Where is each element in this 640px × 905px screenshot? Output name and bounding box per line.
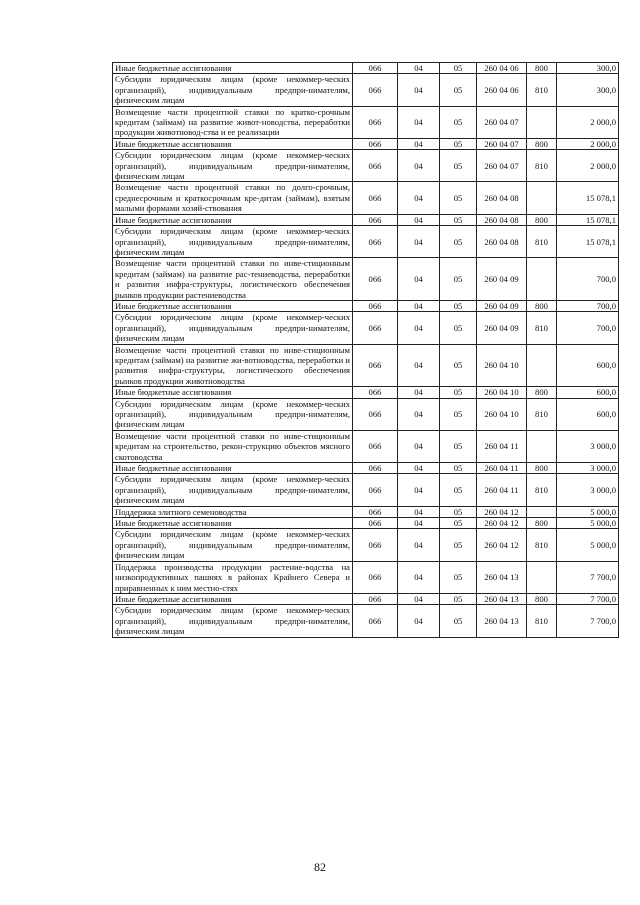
section-code-cell: 04 — [398, 529, 440, 561]
subsection-code-cell: 05 — [440, 506, 477, 517]
subsection-code-cell: 05 — [440, 529, 477, 561]
subsection-code-cell: 05 — [440, 138, 477, 149]
amount-cell: 2 000,0 — [557, 138, 619, 149]
table-row — [113, 344, 619, 387]
amount-cell: 700,0 — [557, 300, 619, 311]
department-code-cell: 066 — [353, 258, 398, 301]
table-row — [113, 561, 619, 593]
section-code-cell: 04 — [398, 150, 440, 182]
expense-type-cell: 810 — [527, 226, 557, 258]
table-row — [113, 258, 619, 301]
table-row — [113, 518, 619, 529]
expense-name-cell: Иные бюджетные ассигнования — [113, 63, 353, 74]
amount-cell: 2 000,0 — [557, 150, 619, 182]
subsection-code-cell: 05 — [440, 150, 477, 182]
expense-type-cell — [527, 430, 557, 462]
expense-name-cell: Иные бюджетные ассигнования — [113, 518, 353, 529]
amount-cell: 7 700,0 — [557, 561, 619, 593]
subsection-code-cell: 05 — [440, 463, 477, 474]
subsection-code-cell: 05 — [440, 398, 477, 430]
table-row — [113, 300, 619, 311]
table-row — [113, 214, 619, 225]
department-code-cell: 066 — [353, 430, 398, 462]
expense-type-cell: 810 — [527, 605, 557, 637]
target-article-cell: 260 04 11 — [477, 474, 527, 506]
subsection-code-cell: 05 — [440, 474, 477, 506]
department-code-cell: 066 — [353, 506, 398, 517]
amount-cell: 2 000,0 — [557, 106, 619, 138]
table-row — [113, 430, 619, 462]
section-code-cell: 04 — [398, 387, 440, 398]
amount-cell: 3 000,0 — [557, 430, 619, 462]
subsection-code-cell: 05 — [440, 226, 477, 258]
subsection-code-cell: 05 — [440, 430, 477, 462]
section-code-cell: 04 — [398, 63, 440, 74]
expense-type-cell: 800 — [527, 463, 557, 474]
department-code-cell: 066 — [353, 463, 398, 474]
subsection-code-cell: 05 — [440, 605, 477, 637]
subsection-code-cell: 05 — [440, 561, 477, 593]
expense-name-cell: Субсидии юридическим лицам (кроме некоммер-ческих организаций), индивидуальным предпри-нимателям, физическим лицам — [113, 74, 353, 106]
expense-name-cell: Иные бюджетные ассигнования — [113, 214, 353, 225]
page-number: 82 — [314, 860, 326, 874]
expense-type-cell — [527, 561, 557, 593]
expense-name-cell: Субсидии юридическим лицам (кроме некоммер-ческих организаций), индивидуальным предпри-нимателям, физическим лицам — [113, 398, 353, 430]
section-code-cell: 04 — [398, 561, 440, 593]
target-article-cell: 260 04 09 — [477, 312, 527, 344]
budget-table — [112, 62, 619, 638]
section-code-cell: 04 — [398, 474, 440, 506]
table-row — [113, 506, 619, 517]
expense-type-cell: 800 — [527, 593, 557, 604]
department-code-cell: 066 — [353, 312, 398, 344]
expense-name-cell: Субсидии юридическим лицам (кроме некоммер-ческих организаций), индивидуальным предпри-нимателям, физическим лицам — [113, 312, 353, 344]
expense-name-cell: Поддержка производства продукции растение-водства на низкопродуктивных пашнях в районах Крайнего Севера и приравненных к ним местно-стях — [113, 561, 353, 593]
expense-name-cell: Иные бюджетные ассигнования — [113, 387, 353, 398]
amount-cell: 5 000,0 — [557, 506, 619, 517]
subsection-code-cell: 05 — [440, 258, 477, 301]
expense-type-cell — [527, 106, 557, 138]
expense-type-cell: 810 — [527, 474, 557, 506]
department-code-cell: 066 — [353, 474, 398, 506]
expense-name-cell: Иные бюджетные ассигнования — [113, 138, 353, 149]
subsection-code-cell: 05 — [440, 312, 477, 344]
expense-name-cell: Поддержка элитного семеноводства — [113, 506, 353, 517]
expense-name-cell: Возмещение части процентной ставки по долго-срочным, среднесрочным и краткосрочным кре-дитам (займам), взятым малыми формами хозяй-ствования — [113, 182, 353, 214]
section-code-cell: 04 — [398, 430, 440, 462]
expense-name-cell: Возмещение части процентной ставки по кратко-срочным кредитам (займам) на развитие живот-новодства, переработки продукции животновод-ства и ее реализации — [113, 106, 353, 138]
amount-cell: 3 000,0 — [557, 474, 619, 506]
amount-cell: 5 000,0 — [557, 529, 619, 561]
department-code-cell: 066 — [353, 63, 398, 74]
table-row — [113, 387, 619, 398]
department-code-cell: 066 — [353, 106, 398, 138]
target-article-cell: 260 04 11 — [477, 430, 527, 462]
amount-cell: 15 078,1 — [557, 182, 619, 214]
target-article-cell: 260 04 09 — [477, 258, 527, 301]
expense-type-cell: 800 — [527, 63, 557, 74]
expense-name-cell: Иные бюджетные ассигнования — [113, 300, 353, 311]
target-article-cell: 260 04 12 — [477, 529, 527, 561]
expense-type-cell: 810 — [527, 150, 557, 182]
amount-cell: 5 000,0 — [557, 518, 619, 529]
department-code-cell: 066 — [353, 529, 398, 561]
section-code-cell: 04 — [398, 138, 440, 149]
section-code-cell: 04 — [398, 214, 440, 225]
expense-name-cell: Субсидии юридическим лицам (кроме некоммер-ческих организаций), индивидуальным предпри-нимателям, физическим лицам — [113, 529, 353, 561]
subsection-code-cell: 05 — [440, 74, 477, 106]
target-article-cell: 260 04 07 — [477, 138, 527, 149]
department-code-cell: 066 — [353, 561, 398, 593]
expense-type-cell: 800 — [527, 214, 557, 225]
department-code-cell: 066 — [353, 518, 398, 529]
section-code-cell: 04 — [398, 506, 440, 517]
department-code-cell: 066 — [353, 150, 398, 182]
subsection-code-cell: 05 — [440, 593, 477, 604]
expense-name-cell: Субсидии юридическим лицам (кроме некоммер-ческих организаций), индивидуальным предпри-нимателям, физическим лицам — [113, 605, 353, 637]
expense-type-cell — [527, 182, 557, 214]
target-article-cell: 260 04 13 — [477, 605, 527, 637]
department-code-cell: 066 — [353, 74, 398, 106]
subsection-code-cell: 05 — [440, 106, 477, 138]
table-body — [113, 63, 619, 638]
department-code-cell: 066 — [353, 214, 398, 225]
table-row — [113, 312, 619, 344]
amount-cell: 700,0 — [557, 258, 619, 301]
table-row — [113, 226, 619, 258]
expense-name-cell: Возмещение части процентной ставки по инве-стиционным кредитам (займам) на развитие рас-тениеводства, переработки и развития инфра-структуры, логистического обеспечения рынков продукции растениеводства — [113, 258, 353, 301]
target-article-cell: 260 04 10 — [477, 398, 527, 430]
amount-cell: 600,0 — [557, 398, 619, 430]
table-row — [113, 138, 619, 149]
department-code-cell: 066 — [353, 387, 398, 398]
expense-name-cell: Возмещение части процентной ставки по инве-стиционным кредитам на строительство, рекон-струкцию объектов мясного скотоводства — [113, 430, 353, 462]
subsection-code-cell: 05 — [440, 214, 477, 225]
table-row — [113, 106, 619, 138]
target-article-cell: 260 04 10 — [477, 387, 527, 398]
section-code-cell: 04 — [398, 463, 440, 474]
expense-type-cell — [527, 506, 557, 517]
section-code-cell: 04 — [398, 518, 440, 529]
expense-name-cell: Субсидии юридическим лицам (кроме некоммер-ческих организаций), индивидуальным предпри-нимателям, физическим лицам — [113, 226, 353, 258]
table-row — [113, 529, 619, 561]
section-code-cell: 04 — [398, 258, 440, 301]
table-row — [113, 63, 619, 74]
expense-name-cell: Возмещение части процентной ставки по инве-стиционным кредитам (займам) на развитие жи-вотноводства, переработки и развития инфра-структуры, логистического обеспечения рынков продукции животноводства — [113, 344, 353, 387]
expense-type-cell: 800 — [527, 387, 557, 398]
subsection-code-cell: 05 — [440, 344, 477, 387]
amount-cell: 300,0 — [557, 63, 619, 74]
expense-type-cell: 800 — [527, 138, 557, 149]
target-article-cell: 260 04 07 — [477, 150, 527, 182]
department-code-cell: 066 — [353, 182, 398, 214]
department-code-cell: 066 — [353, 300, 398, 311]
expense-name-cell: Иные бюджетные ассигнования — [113, 463, 353, 474]
amount-cell: 15 078,1 — [557, 214, 619, 225]
expense-type-cell: 810 — [527, 529, 557, 561]
target-article-cell: 260 04 08 — [477, 214, 527, 225]
expense-name-cell: Иные бюджетные ассигнования — [113, 593, 353, 604]
subsection-code-cell: 05 — [440, 518, 477, 529]
department-code-cell: 066 — [353, 593, 398, 604]
target-article-cell: 260 04 08 — [477, 226, 527, 258]
table-row — [113, 150, 619, 182]
section-code-cell: 04 — [398, 312, 440, 344]
subsection-code-cell: 05 — [440, 182, 477, 214]
amount-cell: 7 700,0 — [557, 605, 619, 637]
amount-cell: 600,0 — [557, 344, 619, 387]
section-code-cell: 04 — [398, 300, 440, 311]
department-code-cell: 066 — [353, 398, 398, 430]
table-row — [113, 463, 619, 474]
section-code-cell: 04 — [398, 605, 440, 637]
target-article-cell: 260 04 13 — [477, 561, 527, 593]
section-code-cell: 04 — [398, 593, 440, 604]
target-article-cell: 260 04 11 — [477, 463, 527, 474]
expense-name-cell: Субсидии юридическим лицам (кроме некоммер-ческих организаций), индивидуальным предпри-нимателям, физическим лицам — [113, 474, 353, 506]
expense-type-cell: 800 — [527, 300, 557, 311]
expense-type-cell: 810 — [527, 398, 557, 430]
amount-cell: 300,0 — [557, 74, 619, 106]
table-row — [113, 398, 619, 430]
expense-type-cell: 810 — [527, 312, 557, 344]
expense-name-cell: Субсидии юридическим лицам (кроме некоммер-ческих организаций), индивидуальным предпри-нимателям, физическим лицам — [113, 150, 353, 182]
amount-cell: 700,0 — [557, 312, 619, 344]
target-article-cell: 260 04 06 — [477, 74, 527, 106]
target-article-cell: 260 04 13 — [477, 593, 527, 604]
section-code-cell: 04 — [398, 398, 440, 430]
department-code-cell: 066 — [353, 226, 398, 258]
expense-type-cell — [527, 344, 557, 387]
expense-type-cell: 800 — [527, 518, 557, 529]
department-code-cell: 066 — [353, 344, 398, 387]
department-code-cell: 066 — [353, 605, 398, 637]
department-code-cell: 066 — [353, 138, 398, 149]
expense-type-cell — [527, 258, 557, 301]
expense-type-cell: 810 — [527, 74, 557, 106]
table-row — [113, 182, 619, 214]
target-article-cell: 260 04 07 — [477, 106, 527, 138]
section-code-cell: 04 — [398, 106, 440, 138]
amount-cell: 15 078,1 — [557, 226, 619, 258]
target-article-cell: 260 04 12 — [477, 506, 527, 517]
amount-cell: 600,0 — [557, 387, 619, 398]
table-row — [113, 605, 619, 637]
target-article-cell: 260 04 10 — [477, 344, 527, 387]
target-article-cell: 260 04 09 — [477, 300, 527, 311]
section-code-cell: 04 — [398, 344, 440, 387]
target-article-cell: 260 04 12 — [477, 518, 527, 529]
target-article-cell: 260 04 06 — [477, 63, 527, 74]
section-code-cell: 04 — [398, 182, 440, 214]
table-row — [113, 74, 619, 106]
subsection-code-cell: 05 — [440, 300, 477, 311]
target-article-cell: 260 04 08 — [477, 182, 527, 214]
table-row — [113, 474, 619, 506]
section-code-cell: 04 — [398, 74, 440, 106]
section-code-cell: 04 — [398, 226, 440, 258]
table-row — [113, 593, 619, 604]
amount-cell: 7 700,0 — [557, 593, 619, 604]
amount-cell: 3 000,0 — [557, 463, 619, 474]
subsection-code-cell: 05 — [440, 63, 477, 74]
subsection-code-cell: 05 — [440, 387, 477, 398]
